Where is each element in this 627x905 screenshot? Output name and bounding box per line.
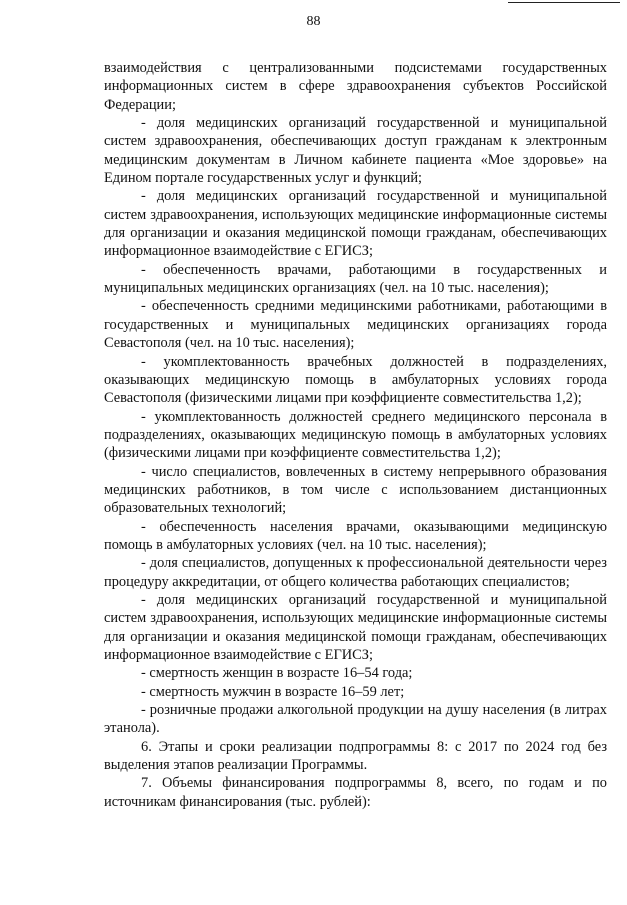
list-item: - обеспеченность средними медицинскими работниками, работающими в государственных и муниципальных медицинских организациях города Севастополя (чел. на 10 тыс. населения);	[104, 298, 607, 352]
list-item: - розничные продажи алкогольной продукции на душу населения (в литрах этанола).	[104, 702, 607, 737]
document-body	[104, 59, 607, 811]
list-item: - число специалистов, вовлеченных в систему непрерывного образования медицинских работников, в том числе с использованием дистанционных образовательных технологий;	[104, 463, 607, 517]
list-item: - обеспеченность населения врачами, оказывающими медицинскую помощь в амбулаторных условиях (чел. на 10 тыс. населения);	[104, 518, 607, 553]
list-item: - доля медицинских организаций государственной и муниципальной систем здравоохранения, использующих медицинские информационные системы для организации и оказания медицинской помощи гражданам, обеспечивающих информационное взаимодействие с ЕГИСЗ;	[104, 591, 607, 663]
section-7-financing: 7. Объемы финансирования подпрограммы 8, всего, по годам и по источникам финансирования (тыс. рублей):	[104, 775, 607, 810]
top-rule	[508, 2, 620, 3]
list-item: - доля медицинских организаций государственной и муниципальной систем здравоохранения, обеспечивающих доступ гражданам к электронным медицинским документам в Личном кабинете пациента «Мое здоровье» на Едином портале государственных услуг и функций;	[104, 115, 607, 187]
paragraph-1: взаимодействия с централизованными подсистемами государственных информационных систем в сфере здравоохранения субъектов Российской Федерации;	[104, 60, 607, 113]
list-item: - укомплектованность должностей среднего медицинского персонала в подразделениях, оказывающих медицинскую помощь в амбулаторных условиях (физическими лицами при коэффициенте совместительства 1,2);	[104, 408, 607, 462]
list-item: - смертность женщин в возрасте 16–54 года;	[141, 665, 413, 682]
list-item: - доля специалистов, допущенных к профессиональной деятельности через процедуру аккредитации, от общего количества работающих специалистов;	[104, 555, 607, 590]
list-item: - укомплектованность врачебных должностей в подразделениях, оказывающих медицинскую помощь в амбулаторных условиях города Севастополя (физическими лицами при коэффициенте совместительства 1,2);	[104, 353, 607, 407]
page-number: 88	[306, 14, 321, 29]
section-6-stages: 6. Этапы и сроки реализации подпрограммы 8: с 2017 по 2024 год без выделения этапов реализации Программы.	[104, 738, 607, 774]
list-item: - доля медицинских организаций государственной и муниципальной систем здравоохранения, использующих медицинские информационные системы для организации и оказания медицинской помощи гражданам, обеспечивающих информационное взаимодействие с ЕГИСЗ;	[104, 188, 607, 260]
list-item: - смертность мужчин в возрасте 16–59 лет;	[141, 683, 405, 700]
list-item: - обеспеченность врачами, работающими в государственных и муниципальных медицинских организациях (чел. на 10 тыс. населения);	[104, 261, 607, 297]
